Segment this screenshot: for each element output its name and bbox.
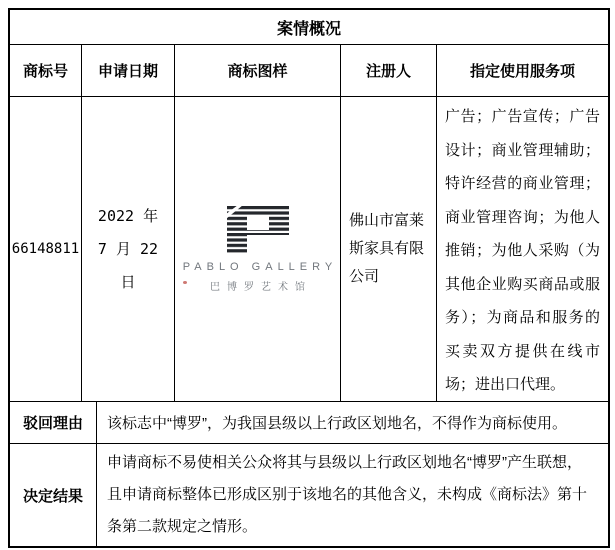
col-header-trademark-sample: 商标图样 [175, 45, 341, 97]
ink-dot-artifact [183, 281, 187, 284]
trademark-number-cell: 66148811 [10, 97, 82, 402]
case-overview-table [8, 8, 610, 548]
decision-result-label: 决定结果 [10, 444, 97, 546]
rejection-reason-label: 驳回理由 [10, 402, 97, 444]
designated-services-cell: 广告；广告宣传；广告设计；商业管理辅助；特许经营的商业管理；商业管理咨询；为他人推销；为他人采购（为其他企业购买商品或服务）；为商品和服务的买卖双方提供在线市场；进出口代理。 [437, 97, 608, 402]
logo-latin-name: PABLO GALLERY [182, 260, 338, 273]
col-header-trademark-no: 商标号 [10, 45, 82, 97]
registrant-name: 佛山市富莱斯家具有限公司 [349, 212, 425, 285]
logo-chinese-name: 巴博罗艺术馆 [210, 281, 312, 293]
trademark-sample-cell [175, 97, 341, 402]
application-date-cell: 2022 年 7 月 22 日 [82, 97, 175, 402]
col-header-application-date: 申请日期 [82, 45, 175, 97]
rejection-reason-content: 该标志中“博罗”，为我国县级以上行政区划地名，不得作为商标使用。 [97, 402, 608, 444]
registrant-cell [341, 97, 437, 402]
table-title: 案情概况 [10, 10, 608, 45]
col-header-designated-services: 指定使用服务项 [437, 45, 608, 97]
rejection-reason-row [10, 402, 608, 444]
pablo-gallery-logo-icon [227, 206, 289, 254]
decision-result-row [10, 444, 608, 546]
decision-result-content: 申请商标不易使相关公众将其与县级以上行政区划地名“博罗”产生联想，且申请商标整体已形成区别于该地名的其他含义，未构成《商标法》第十条第二款规定之情形。 [107, 454, 588, 535]
main-grid [10, 45, 608, 402]
col-header-registrant: 注册人 [341, 45, 437, 97]
